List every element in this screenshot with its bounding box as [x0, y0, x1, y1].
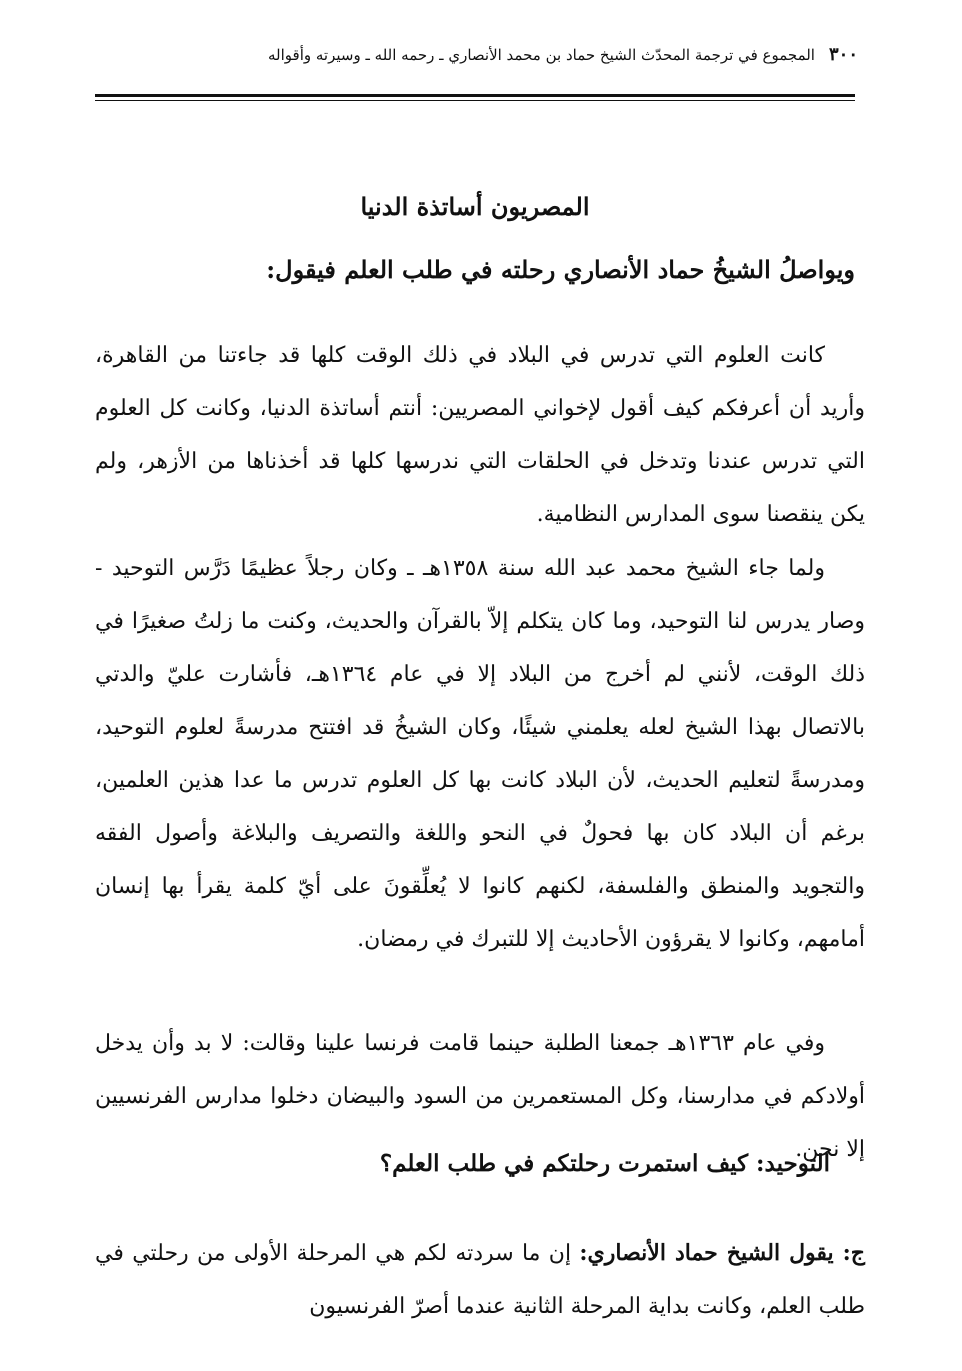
paragraph-1: كانت العلوم التي تدرس في البلاد في ذلك الوقت كلها قد جاءتنا من القاهرة، وأريد أن أعرفكم كيف أقول لإخواني المصريين: أنتم أساتذة الدنيا، وكانت كل العلوم التي تدرس عندنا وتدخل في الحلقات التي ندرسها كلها قد أخذناها من الأزهر، ولم يكن ينقصنا سوى المدارس النظامية.	[95, 343, 865, 527]
running-header	[190, 44, 858, 65]
paragraph-2: ولما جاء الشيخ محمد عبد الله سنة ١٣٥٨هـ ـ وكان رجلاً عظيمًا دَرَّس التوحيد - وصار يدرس لنا التوحيد، وما كان يتكلم إلاّ بالقرآن والحديث، وكنت ما زلتُ صغيرًا في ذلك الوقت، لأنني لم أخرج من البلاد إلا في عام ١٣٦٤هـ، فأشارت عليّ والدتي بالاتصال بهذا الشيخ لعله يعلمني شيئًا، وكان الشيخُ قد افتتح مدرسةً لعلوم التوحيد، ومدرسةً لتعليم الحديث، لأن البلاد كانت بها كل العلوم تدرس ما عدا هذين العلمين، برغم أن البلاد كان بها فحولٌ في النحو واللغة والتصريف والبلاغة وأصول الفقه والتجويد والمنطق والفلسفة، لكنهم كانوا لا يُعلِّقونَ على أيّ كلمة يقرأ بها إنسان أمامهم، وكانوا لا يقرؤون الأحاديث إلا للتبرك في رمضان.	[95, 556, 866, 952]
header-rule-thick	[95, 94, 855, 97]
interview-question: التوحيد: كيف استمرت رحلتكم في طلب العلم؟	[379, 1150, 830, 1177]
header-rule-thin	[95, 100, 855, 101]
answer-prefix: ج: يقول الشيخ حماد الأنصاري:	[579, 1240, 865, 1266]
answer-text: إن ما سردته لكم هي المرحلة الأولى من رحلتي في طلب العلم، وكانت بداية المرحلة الثانية عندما أصرّ الفرنسيون	[95, 1241, 865, 1319]
paragraph-3: وفي عام ١٣٦٣هـ جمعنا الطلبة حينما قامت فرنسا علينا وقالت: لا بد وأن يدخل أولادكم في مدارسنا، وكل المستعمرين من السود والبيضان دخلوا مدارس الفرنسيين إلا نحن.	[95, 1031, 865, 1162]
page-number: ٣٠٠	[828, 44, 858, 65]
running-title: المجموع في ترجمة المحدّث الشيخ حماد بن محمد الأنصاري ـ رحمه الله ـ وسيرته وأقواله	[268, 46, 815, 64]
answer-paragraph	[95, 1227, 865, 1333]
section-title: المصريون أساتذة الدنيا	[360, 192, 590, 221]
section-subtitle: ويواصلُ الشيخُ حماد الأنصاري رحلته في طلب العلم فيقول:	[266, 255, 855, 284]
